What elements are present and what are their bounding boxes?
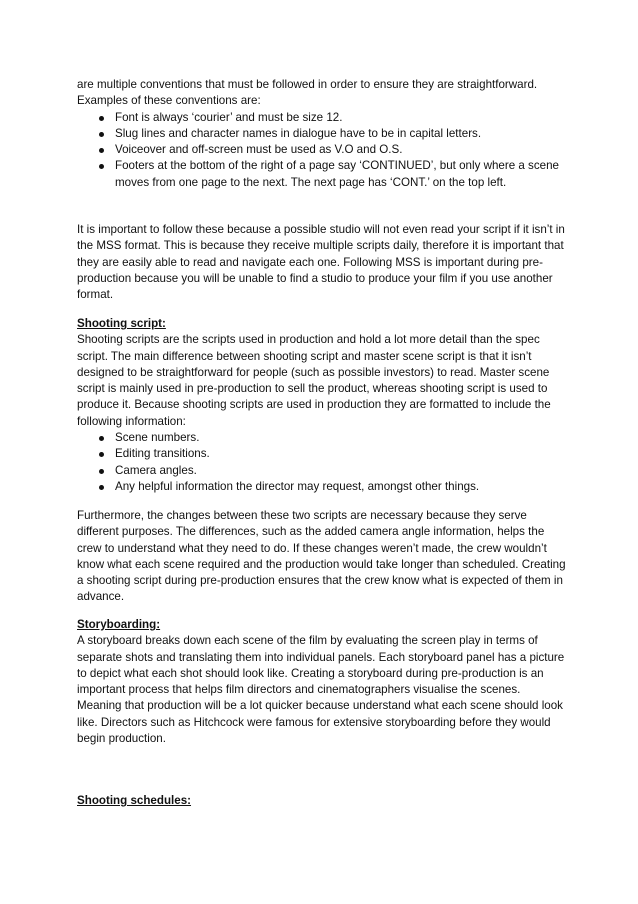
- bullet-icon: [99, 469, 104, 474]
- shooting-script-paragraph: Shooting scripts are the scripts used in production and hold a lot more detail than the spec script. The main difference between shooting script and master scene script is that it isn’t designed to be straightforward for people (such as possible investors) to read. Master scene script is mainly used in pre-production to sell the product, whereas shooting script is used to produce it. Because shooting scripts are used in production they are formatted to include the following information:: [77, 333, 551, 428]
- shooting-script-list: [77, 430, 567, 495]
- bullet-icon: [99, 148, 104, 153]
- mss-section: [77, 222, 567, 303]
- bullet-icon: [99, 164, 104, 169]
- bullet-icon: [99, 132, 104, 137]
- section-heading: Shooting script:: [77, 317, 166, 330]
- section-heading: Shooting schedules:: [77, 794, 192, 807]
- shooting-script-paragraph-2: Furthermore, the changes between these two scripts are necessary because they serve different purposes. The differences, such as the added camera angle information, helps the crew to understand what they need to do. If these changes weren’t made, the crew wouldn’t know what each scene required and the production would take longer than scheduled. Creating a shooting script during pre-production ensures that the crew know what is expected of them in advance.: [77, 509, 566, 604]
- shooting-schedules-section: [77, 793, 567, 809]
- list-item: Slug lines and character names in dialogue have to be in capital letters.: [77, 126, 567, 142]
- storyboarding-section: [77, 617, 567, 747]
- conventions-list: [77, 110, 567, 191]
- shooting-script-section: [77, 316, 567, 495]
- bullet-icon: [99, 452, 104, 457]
- shooting-script-followup: [77, 508, 567, 606]
- list-item: Font is always ‘courier’ and must be size 12.: [77, 110, 567, 126]
- mss-paragraph: It is important to follow these because a possible studio will not even read your script if it isn’t in the MSS format. This is because they receive multiple scripts daily, therefore it is important that they are easily able to read and navigate each one. Following MSS is important during pre-production because you will be unable to find a studio to produce your film if you use another format.: [77, 223, 565, 302]
- list-item: Scene numbers.: [77, 430, 567, 446]
- bullet-icon: [99, 485, 104, 490]
- list-item: Editing transitions.: [77, 446, 567, 462]
- list-item: Camera angles.: [77, 463, 567, 479]
- intro-line: are multiple conventions that must be followed in order to ensure they are straightforward.: [77, 78, 538, 91]
- examples-line: Examples of these conventions are:: [77, 94, 261, 108]
- intro-section: [77, 77, 567, 191]
- list-item: Any helpful information the director may request, amongst other things.: [77, 479, 567, 495]
- list-item: Footers at the bottom of the right of a page say ‘CONTINUED’, but only where a scene moves from one page to the next. The next page has ‘CONT.’ on the top left.: [77, 158, 567, 191]
- section-heading: Storyboarding:: [77, 618, 161, 631]
- bullet-icon: [99, 436, 104, 441]
- storyboarding-paragraph: A storyboard breaks down each scene of the film by evaluating the screen play in terms of separate shots and translating them into individual panels. Each storyboard panel has a picture to depict what each shot should look like. Creating a storyboard during pre-production is an important process that helps film directors and cinematographers visualise the scenes. Meaning that production will be a lot quicker because understand what each scene should look like. Directors such as Hitchcock were famous for extensive storyboarding before they would begin production.: [77, 634, 565, 746]
- bullet-icon: [99, 116, 104, 121]
- list-item: Voiceover and off-screen must be used as V.O and O.S.: [77, 142, 567, 158]
